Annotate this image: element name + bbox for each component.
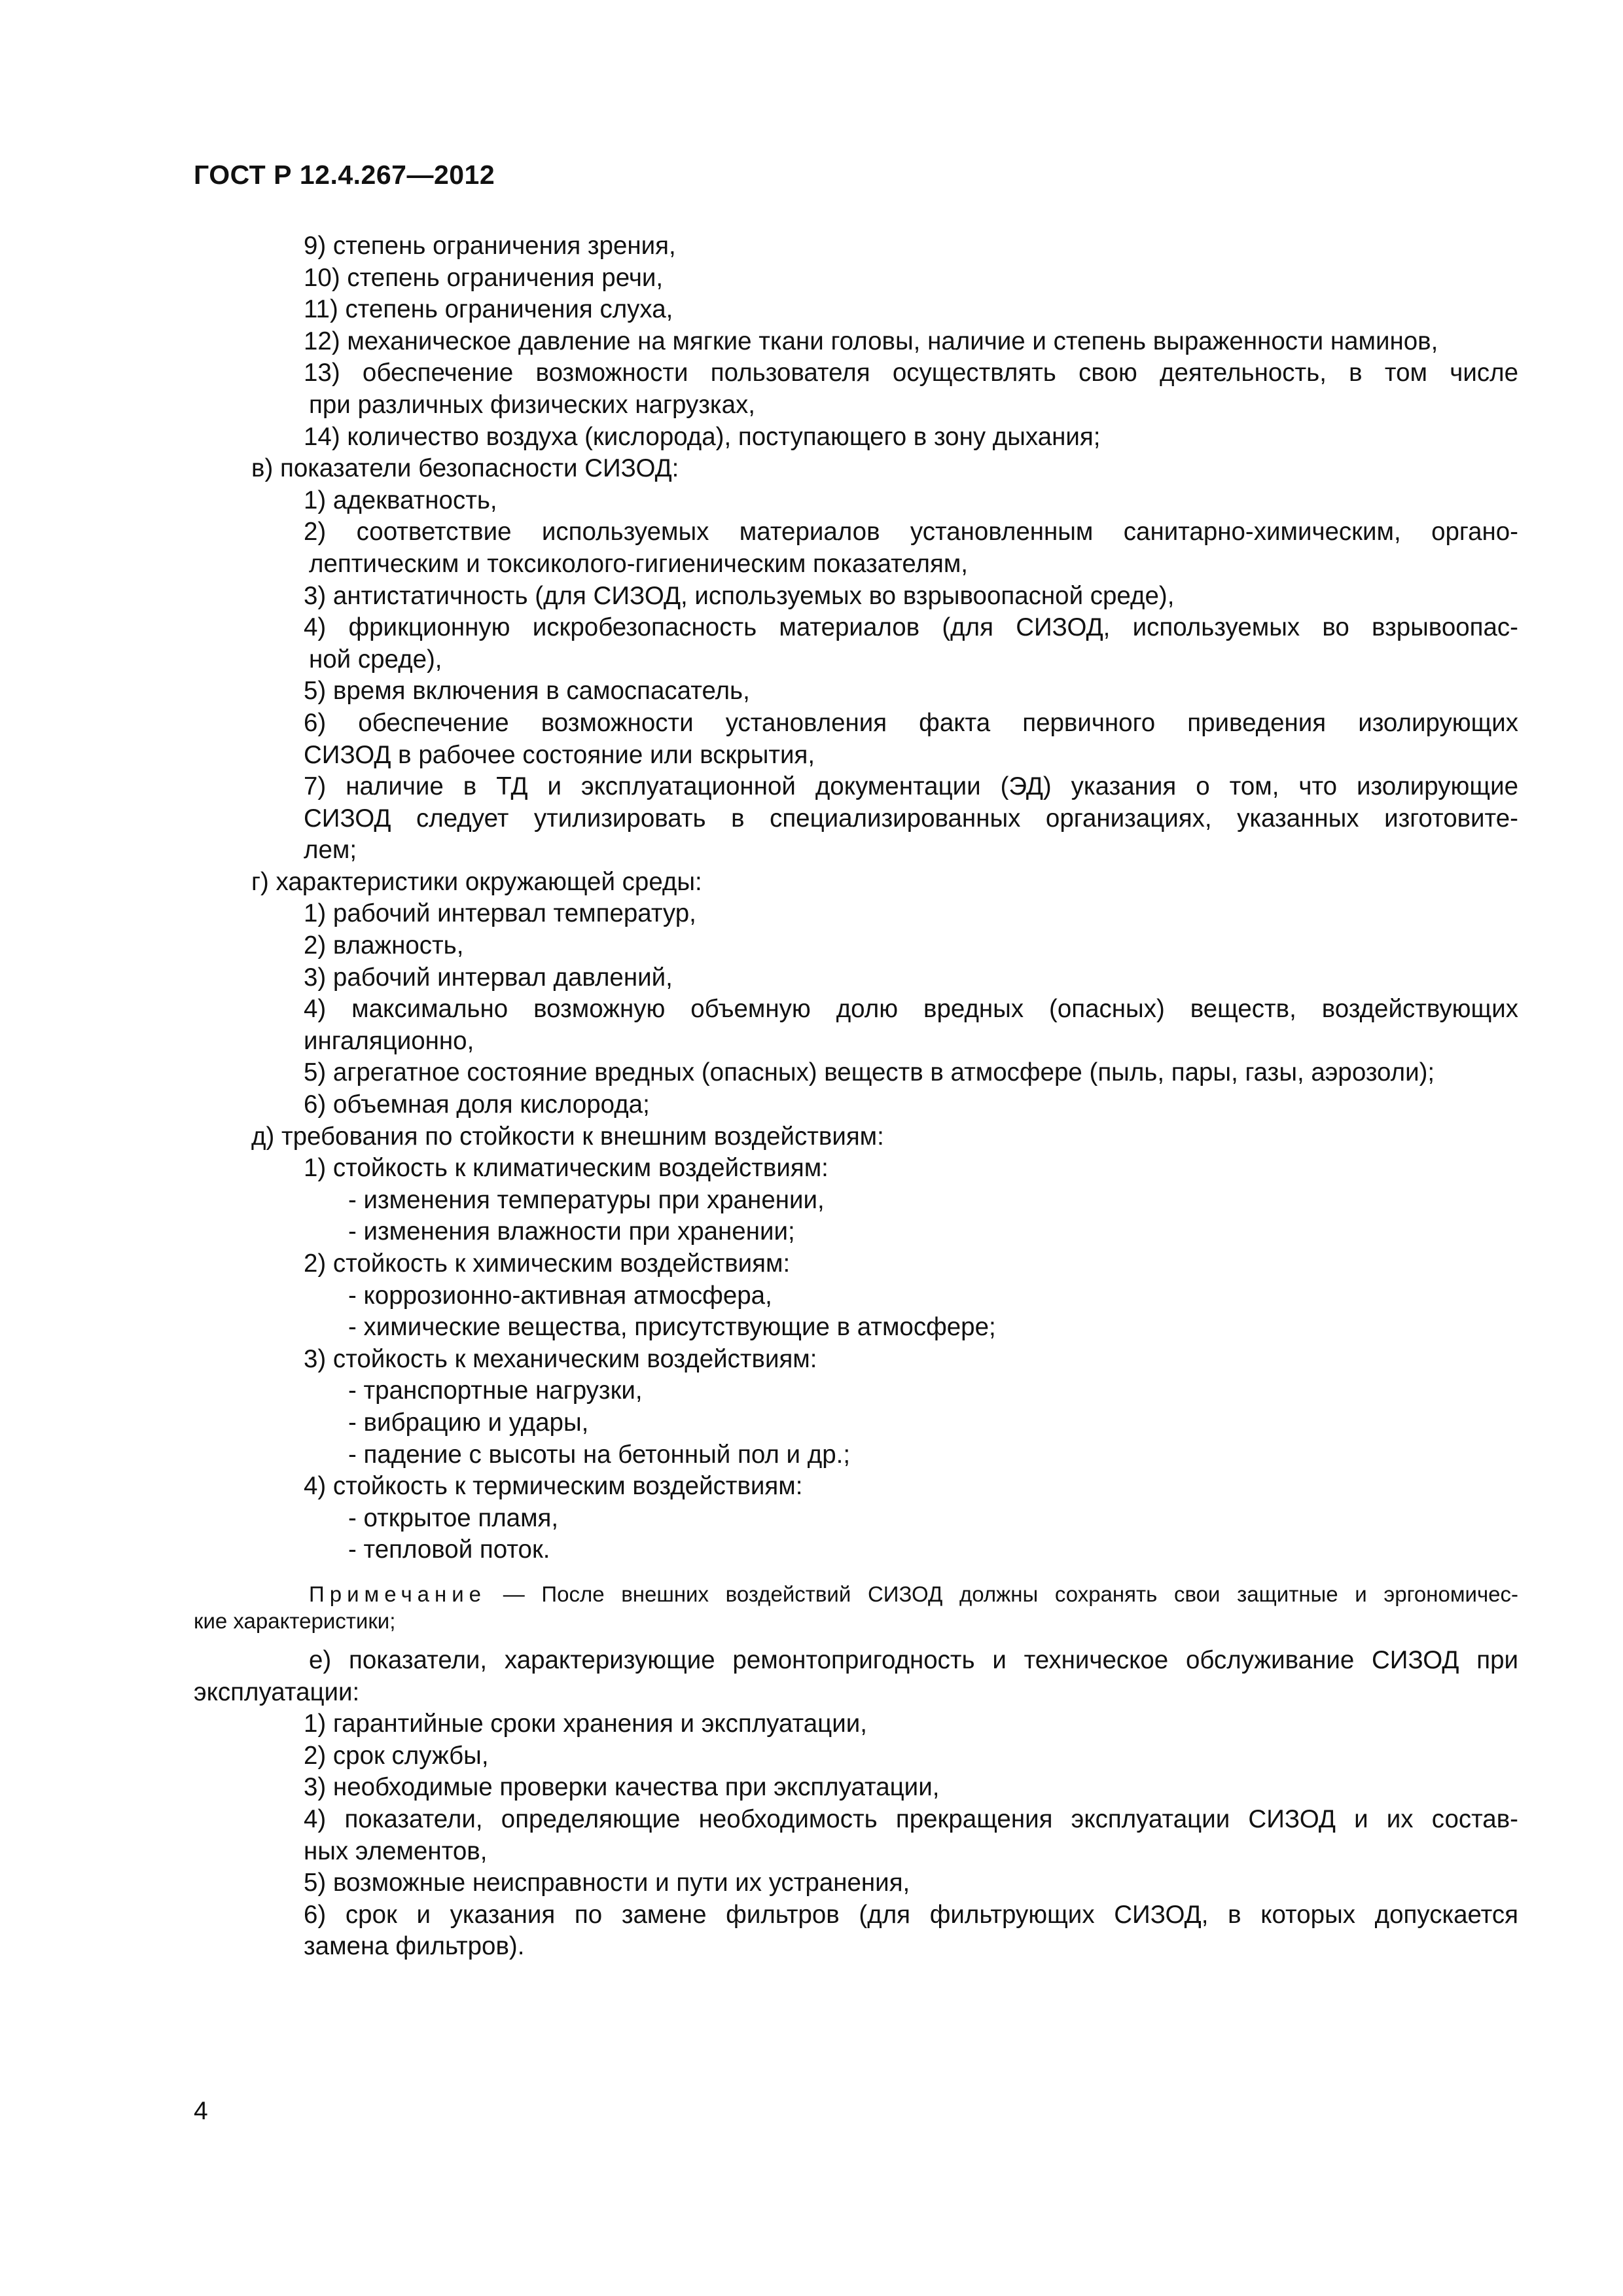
section-g-item-6: 6) объемная доля кислорода; xyxy=(304,1090,650,1119)
note-block xyxy=(194,1581,1518,1634)
section-d-item-3-sub-2: - вибрацию и удары, xyxy=(348,1408,589,1437)
note-line-1 xyxy=(194,1581,1518,1607)
section-e-item-6-cont: замена фильтров). xyxy=(304,1932,525,1961)
section-e-item-4-cont: ных элементов, xyxy=(304,1837,488,1865)
section-v-item-2-cont: лептическим и токсиколого-гигиеническим показателям, xyxy=(309,549,968,578)
section-e-item-6: 6) срок и указания по замене фильтров (для фильтрующих СИЗОД, в которых допускается xyxy=(304,1900,1518,1929)
list-b-item-13: 13) обеспечение возможности пользователя осуществлять свою деятельность, в том числе xyxy=(304,359,1518,387)
list-b-item-10: 10) степень ограничения речи, xyxy=(304,263,664,292)
section-e-item-1: 1) гарантийные сроки хранения и эксплуатации, xyxy=(304,1710,867,1738)
section-d-item-3-sub-1: - транспортные нагрузки, xyxy=(348,1376,643,1405)
section-g-item-4-cont: ингаляционно, xyxy=(304,1026,474,1055)
page-number: 4 xyxy=(194,2097,208,2125)
section-d-item-3: 3) стойкость к механическим воздействиям: xyxy=(304,1344,817,1373)
section-v-item-6: 6) обеспечение возможности установления факта первичного приведения изолирующих xyxy=(304,708,1518,737)
standard-code-header: ГОСТ Р 12.4.267—2012 xyxy=(194,160,495,190)
note-text-1: — После внешних воздействий СИЗОД должны сохранять свои защитные и эргономичес- xyxy=(503,1581,1518,1606)
note-label: Примечание xyxy=(309,1581,487,1606)
section-e-heading-cont: эксплуатации: xyxy=(194,1677,360,1706)
section-e-item-4: 4) показатели, определяющие необходимость прекращения эксплуатации СИЗОД и их состав- xyxy=(304,1804,1518,1833)
section-d-item-2-sub-2: - химические вещества, присутствующие в атмосфере; xyxy=(348,1313,996,1342)
note-line-2: кие характеристики; xyxy=(194,1608,396,1633)
section-d-item-1-sub-1: - изменения температуры при хранении, xyxy=(348,1185,825,1214)
section-d-item-3-sub-3: - падение с высоты на бетонный пол и др.; xyxy=(348,1440,851,1469)
list-b-item-11: 11) степень ограничения слуха, xyxy=(304,295,673,324)
section-d-heading: д) требования по стойкости к внешним воздействиям: xyxy=(251,1122,884,1151)
list-b-item-9: 9) степень ограничения зрения, xyxy=(304,232,676,260)
section-g-item-3: 3) рабочий интервал давлений, xyxy=(304,963,673,992)
document-body xyxy=(194,230,1518,1963)
section-v-item-7: 7) наличие в ТД и эксплуатационной документации (ЭД) указания о том, что изолирующие xyxy=(304,772,1518,801)
section-g-item-2: 2) влажность, xyxy=(304,931,464,960)
section-d-item-2-sub-1: - коррозионно-активная атмосфера, xyxy=(348,1281,772,1310)
section-v-heading: в) показатели безопасности СИЗОД: xyxy=(251,454,679,483)
section-v-item-1: 1) адекватность, xyxy=(304,486,497,514)
section-v-item-6-cont: СИЗОД в рабочее состояние или вскрытия, xyxy=(304,740,815,769)
list-b-item-13-cont: при различных физических нагрузках, xyxy=(309,390,755,419)
section-g-heading: г) характеристики окружающей среды: xyxy=(251,867,702,896)
list-b-item-12: 12) механическое давление на мягкие ткани головы, наличие и степень выраженности наминов, xyxy=(304,327,1438,355)
section-e-heading: е) показатели, характеризующие ремонтопригодность и техническое обслуживание СИЗОД при xyxy=(309,1645,1518,1674)
section-d-item-1: 1) стойкость к климатическим воздействиям: xyxy=(304,1154,829,1183)
section-d-item-2: 2) стойкость к химическим воздействиям: xyxy=(304,1249,791,1278)
section-e-item-5: 5) возможные неисправности и пути их устранения, xyxy=(304,1869,910,1897)
section-v-item-7-cont: СИЗОД следует утилизировать в специализированных организациях, указанных изготовите- xyxy=(304,804,1518,833)
section-v-item-3: 3) антистатичность (для СИЗОД, используемых во взрывоопасной среде), xyxy=(304,581,1175,610)
section-e-item-3: 3) необходимые проверки качества при эксплуатации, xyxy=(304,1773,940,1802)
section-d-item-4-sub-2: - тепловой поток. xyxy=(348,1535,550,1564)
section-g-item-1: 1) рабочий интервал температур, xyxy=(304,899,696,928)
section-v-item-4: 4) фрикционную искробезопасность материалов (для СИЗОД, используемых во взрывоопас- xyxy=(304,613,1518,642)
section-g-item-5: 5) агрегатное состояние вредных (опасных) веществ в атмосфере (пыль, пары, газы, аэрозоли); xyxy=(304,1058,1435,1087)
section-e-item-2: 2) срок службы, xyxy=(304,1741,489,1770)
section-v-item-5: 5) время включения в самоспасатель, xyxy=(304,677,750,706)
section-d-item-1-sub-2: - изменения влажности при хранении; xyxy=(348,1217,795,1246)
section-v-item-2: 2) соответствие используемых материалов установленным санитарно-химическим, органо- xyxy=(304,518,1518,547)
list-b-item-14: 14) количество воздуха (кислорода), поступающего в зону дыхания; xyxy=(304,422,1101,451)
section-g-item-4: 4) максимально возможную объемную долю вредных (опасных) веществ, воздействующих xyxy=(304,995,1518,1024)
section-d-item-4-sub-1: - открытое пламя, xyxy=(348,1503,559,1532)
section-v-item-4-cont: ной среде), xyxy=(309,645,442,673)
section-v-item-7-end: лем; xyxy=(304,836,357,865)
section-d-item-4: 4) стойкость к термическим воздействиям: xyxy=(304,1472,803,1501)
